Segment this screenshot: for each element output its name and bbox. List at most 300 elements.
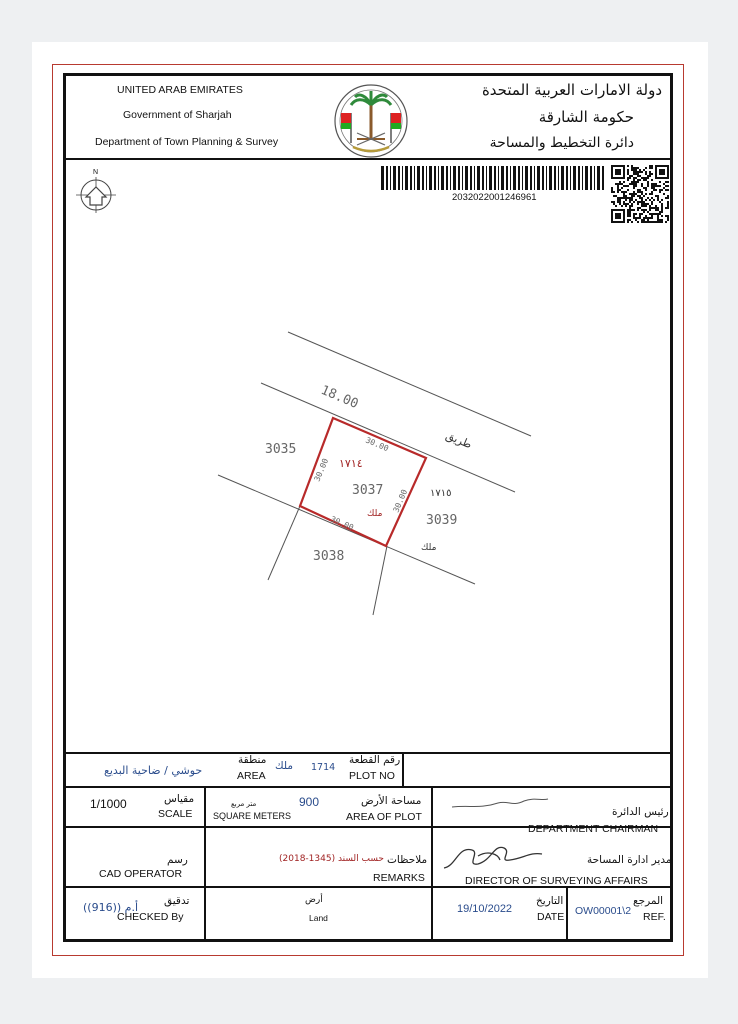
qr-module: [649, 171, 651, 173]
qr-module: [615, 195, 617, 197]
qr-module: [631, 169, 633, 171]
qr-module: [645, 171, 647, 173]
qr-module: [619, 197, 621, 199]
qr-module: [637, 179, 639, 181]
qr-module: [639, 189, 641, 191]
qr-module: [637, 195, 639, 197]
qr-module: [625, 197, 627, 199]
qr-module: [625, 203, 627, 205]
table-col-divider-1: [204, 786, 206, 940]
qr-module: [633, 187, 635, 189]
land-use-ar: أرض: [305, 895, 323, 905]
qr-module: [651, 191, 653, 193]
qr-module: [651, 183, 653, 185]
qr-module: [611, 209, 625, 211]
qr-module: [649, 209, 651, 211]
date-label-ar: التاريخ: [536, 895, 564, 907]
government-ar: حكومة الشارقة: [538, 108, 634, 126]
barcode-bar: [453, 166, 456, 190]
qr-module: [627, 189, 629, 191]
qr-module: [661, 189, 663, 191]
department-en: Department of Town Planning & Survey: [95, 136, 279, 148]
qr-module: [621, 205, 623, 207]
qr-module: [611, 177, 625, 179]
qr-module: [665, 185, 667, 187]
remarks-value: حسب السند (1345-2018): [279, 854, 384, 864]
barcode-bar: [410, 166, 412, 190]
qr-module: [657, 207, 659, 209]
qr-module: [647, 183, 649, 185]
qr-module: [631, 181, 633, 183]
chairman-signature-icon: [450, 795, 550, 813]
barcode-bar: [573, 166, 576, 190]
qr-module: [665, 197, 667, 199]
ownership-type-value: ملك: [275, 760, 293, 772]
qr-module: [647, 197, 649, 199]
neighbor-plot-3035: 3035: [265, 442, 297, 457]
neighbor-plot-3039: 3039: [426, 513, 458, 528]
subject-plot-owner: ملك: [367, 509, 383, 519]
qr-module: [625, 195, 627, 197]
qr-module: [647, 211, 649, 213]
qr-module: [631, 175, 633, 177]
qr-module: [655, 213, 657, 215]
qr-module: [633, 185, 635, 187]
scale-value: 1/1000: [90, 797, 127, 811]
qr-module: [653, 183, 655, 185]
qr-module: [667, 215, 669, 217]
qr-module: [627, 185, 629, 187]
qr-module: [641, 197, 643, 199]
qr-module: [647, 177, 649, 179]
qr-module: [651, 213, 653, 215]
qr-module: [649, 205, 651, 207]
qr-module: [635, 183, 637, 185]
qr-module: [647, 217, 649, 219]
barcode-bar: [590, 166, 592, 190]
qr-module: [611, 165, 625, 167]
barcode-bar: [402, 166, 403, 190]
qr-module: [645, 215, 647, 217]
qr-module: [655, 185, 657, 187]
qr-module: [629, 215, 631, 217]
qr-module: [643, 195, 645, 197]
qr-module: [623, 203, 625, 205]
qr-module: [643, 201, 645, 203]
barcode-bar: [450, 166, 451, 190]
qr-module: [641, 201, 643, 203]
barcode-bar: [513, 166, 516, 190]
government-en: Government of Sharjah: [123, 109, 232, 121]
qr-module: [655, 183, 657, 185]
qr-module: [643, 211, 645, 213]
barcode-bar: [558, 166, 559, 190]
qr-module: [631, 183, 633, 185]
qr-module: [639, 179, 641, 181]
qr-module: [651, 187, 653, 189]
qr-module: [643, 179, 645, 181]
qr-module: [633, 173, 635, 175]
qr-module: [657, 215, 659, 217]
barcode-bar: [594, 166, 595, 190]
qr-module: [643, 203, 645, 205]
qr-module: [639, 195, 641, 197]
barcode-bar: [477, 166, 480, 190]
qr-module: [663, 187, 665, 189]
qr-module: [611, 189, 613, 191]
qr-module: [657, 185, 659, 187]
qr-module: [633, 217, 635, 219]
qr-module: [613, 195, 615, 197]
square-meters-en: SQUARE METERS: [213, 811, 292, 821]
qr-module: [629, 199, 631, 201]
qr-module: [611, 201, 613, 203]
qr-module: [627, 197, 629, 199]
qr-module: [643, 187, 645, 189]
qr-module: [623, 181, 625, 183]
qr-module: [637, 167, 639, 169]
qr-module: [649, 213, 651, 215]
road-width-label: 18.00: [318, 382, 361, 412]
qr-module: [649, 165, 651, 167]
qr-module: [645, 209, 647, 211]
qr-module: [637, 203, 639, 205]
qr-module: [629, 197, 631, 199]
barcode-bar: [486, 166, 487, 190]
country-en: UNITED ARAB EMIRATES: [117, 84, 243, 96]
qr-module: [629, 201, 631, 203]
qr-module: [635, 169, 637, 171]
ref-label-en: REF.: [643, 911, 666, 923]
qr-module: [655, 189, 657, 191]
qr-module: [641, 183, 643, 185]
north-letter: N: [93, 169, 99, 176]
qr-module: [615, 169, 621, 175]
qr-module: [659, 191, 661, 193]
barcode-bar: [458, 166, 460, 190]
qr-module: [645, 177, 647, 179]
barcode-number: 2032022001246961: [452, 192, 537, 203]
qr-module: [639, 207, 641, 209]
qr-module: [641, 203, 643, 205]
barcode-bar: [474, 166, 475, 190]
qr-module: [617, 197, 619, 199]
qr-module: [667, 197, 669, 199]
qr-module: [633, 193, 635, 195]
qr-module: [643, 169, 645, 171]
barcode-bar: [498, 166, 499, 190]
qr-module: [641, 199, 643, 201]
parcel-line-left: [268, 506, 300, 580]
barcode-bar: [494, 166, 496, 190]
remarks-label-ar: ملاحظات: [387, 854, 428, 866]
qr-module: [643, 217, 645, 219]
barcode-bar: [522, 166, 523, 190]
qr-module: [661, 199, 663, 201]
qr-module: [643, 177, 645, 179]
qr-module: [639, 197, 641, 199]
qr-module: [645, 187, 647, 189]
qr-module: [655, 165, 657, 179]
area-label-en: AREA: [237, 770, 266, 782]
qr-module: [653, 185, 655, 187]
director-signature-icon: [438, 840, 548, 874]
table-col-divider-2: [431, 786, 433, 940]
date-label-en: DATE: [537, 911, 565, 923]
qr-module: [613, 191, 615, 193]
table-row1-line: [65, 786, 671, 788]
qr-module: [639, 213, 641, 215]
barcode-bar: [398, 166, 400, 190]
qr-module: [621, 191, 623, 193]
qr-module: [637, 181, 639, 183]
barcode-icon: [381, 166, 607, 192]
qr-code-icon: [611, 165, 669, 223]
qr-module: [619, 203, 621, 205]
qr-module: [661, 203, 663, 205]
qr-module: [617, 201, 619, 203]
qr-module: [633, 181, 635, 183]
barcode-bar: [489, 166, 492, 190]
header-divider: [65, 158, 671, 160]
plot-no-label-en: PLOT NO: [349, 770, 395, 782]
qr-module: [635, 177, 637, 179]
barcode-bar: [546, 166, 547, 190]
qr-module: [667, 181, 669, 183]
qr-module: [639, 215, 641, 217]
qr-module: [639, 191, 641, 193]
qr-module: [667, 189, 669, 191]
qr-module: [655, 195, 657, 197]
barcode-bar: [429, 166, 432, 190]
qr-module: [651, 217, 653, 219]
qr-module: [615, 213, 621, 219]
qr-module: [627, 165, 629, 167]
qr-module: [647, 185, 649, 187]
qr-module: [663, 183, 665, 185]
barcode-bar: [393, 166, 396, 190]
scale-label-en: SCALE: [158, 808, 193, 820]
qr-module: [655, 165, 669, 167]
area-of-plot-label-ar: مساحة الأرض: [361, 795, 422, 807]
qr-module: [645, 189, 647, 191]
qr-module: [639, 175, 641, 177]
qr-module: [657, 209, 659, 211]
qr-module: [667, 205, 669, 207]
barcode-bar: [381, 166, 384, 190]
qr-module: [635, 213, 637, 215]
qr-module: [637, 217, 639, 219]
qr-module: [653, 207, 655, 209]
parcel-line-right: [373, 546, 387, 615]
qr-module: [641, 193, 643, 195]
qr-module: [645, 193, 647, 195]
barcode-bar: [537, 166, 540, 190]
plot-no-label-ar: رقم القطعة: [349, 754, 401, 766]
dimension-left: 30.00: [312, 457, 331, 483]
qr-module: [651, 193, 653, 195]
qr-module: [633, 213, 635, 215]
qr-module: [637, 173, 639, 175]
qr-module: [631, 165, 633, 167]
qr-module: [667, 207, 669, 209]
qr-module: [633, 171, 635, 173]
barcode-bar: [441, 166, 444, 190]
qr-module: [657, 195, 659, 197]
qr-module: [623, 193, 625, 195]
site-plan-drawing: [65, 220, 671, 750]
qr-module: [659, 213, 661, 215]
qr-module: [659, 169, 665, 175]
qr-module: [637, 171, 639, 173]
qr-module: [617, 199, 619, 201]
qr-module: [627, 173, 629, 175]
qr-module: [645, 205, 647, 207]
qr-module: [627, 177, 629, 179]
qr-module: [631, 203, 633, 205]
barcode-bar: [462, 166, 463, 190]
qr-module: [667, 217, 669, 219]
barcode-bar: [530, 166, 532, 190]
qr-module: [637, 209, 639, 211]
qr-module: [625, 205, 627, 207]
remarks-label-en: REMARKS: [373, 872, 425, 884]
chairman-label-en: DEPARTMENT CHAIRMAN: [528, 823, 659, 835]
barcode-bar: [585, 166, 588, 190]
qr-module: [629, 205, 631, 207]
qr-module: [635, 199, 637, 201]
cad-operator-label-ar: رسم: [167, 854, 188, 866]
qr-module: [655, 207, 657, 209]
qr-module: [649, 217, 651, 219]
area-label-ar: منطقة: [238, 754, 267, 766]
barcode-bar: [518, 166, 520, 190]
qr-module: [633, 215, 635, 217]
qr-module: [623, 185, 625, 187]
area-of-plot-value: 900: [299, 795, 320, 809]
qr-module: [629, 177, 631, 179]
qr-module: [661, 215, 663, 217]
qr-module: [651, 207, 653, 209]
department-ar: دائرة التخطيط والمساحة: [489, 135, 634, 151]
barcode-bar: [597, 166, 600, 190]
qr-module: [621, 197, 623, 199]
north-arrow-icon: [72, 165, 120, 217]
qr-module: [663, 193, 665, 195]
qr-module: [649, 175, 651, 177]
qr-module: [641, 205, 643, 207]
qr-module: [651, 203, 653, 205]
subject-plot-number-ar: ١٧١٤: [339, 457, 363, 470]
qr-module: [651, 197, 653, 199]
qr-module: [661, 207, 663, 209]
subject-plot-id: 3037: [352, 483, 384, 498]
qr-module: [665, 215, 667, 217]
qr-module: [615, 205, 617, 207]
qr-module: [627, 169, 629, 171]
qr-module: [649, 173, 651, 175]
qr-module: [617, 185, 619, 187]
barcode-bar: [446, 166, 448, 190]
qr-module: [629, 213, 631, 215]
qr-module: [637, 191, 639, 193]
qr-module: [631, 197, 633, 199]
qr-module: [623, 165, 625, 179]
date-value: 19/10/2022: [457, 903, 513, 915]
qr-module: [655, 209, 657, 211]
qr-module: [637, 175, 639, 177]
barcode-bar: [506, 166, 508, 190]
qr-module: [619, 201, 621, 203]
qr-module: [613, 201, 615, 203]
qr-module: [625, 199, 627, 201]
area-value: حوشي / ضاحية البديع: [104, 764, 203, 777]
land-use-en: Land: [309, 913, 328, 923]
qr-module: [667, 195, 669, 197]
dimension-top: 30.00: [364, 435, 390, 454]
ref-label-ar: المرجع: [633, 895, 664, 907]
square-meters-ar: متر مربع: [231, 800, 257, 808]
barcode-bar: [390, 166, 391, 190]
barcode-bar: [482, 166, 484, 190]
qr-module: [617, 191, 619, 193]
neighbor-plot-3038: 3038: [313, 549, 345, 564]
barcode-bar: [386, 166, 388, 190]
qr-module: [631, 205, 633, 207]
qr-module: [651, 201, 653, 203]
qr-module: [635, 185, 637, 187]
qr-module: [637, 207, 639, 209]
qr-module: [657, 217, 659, 219]
qr-module: [629, 207, 631, 209]
qr-module: [633, 195, 635, 197]
qr-module: [651, 173, 653, 175]
qr-module: [659, 185, 661, 187]
barcode-bar: [417, 166, 420, 190]
country-ar: دولة الامارات العربية المتحدة: [481, 81, 662, 99]
ref-value: OW00001\2: [575, 905, 632, 917]
plot-number-value: 1714: [311, 762, 336, 773]
area-of-plot-label-en: AREA OF PLOT: [346, 811, 422, 823]
neighbor-plot-1715-ar: ١٧١٥: [430, 488, 452, 499]
qr-module: [649, 207, 651, 209]
qr-module: [633, 179, 635, 181]
qr-module: [649, 167, 651, 169]
row1-divider-a: [402, 752, 404, 786]
qr-module: [653, 199, 655, 201]
qr-module: [619, 183, 621, 185]
qr-module: [629, 193, 631, 195]
scale-label-ar: مقياس: [164, 793, 195, 805]
qr-module: [651, 185, 653, 187]
qr-module: [647, 203, 649, 205]
barcode-bar: [525, 166, 528, 190]
qr-module: [633, 191, 635, 193]
qr-module: [641, 171, 643, 173]
barcode-bar: [422, 166, 424, 190]
qr-module: [653, 187, 655, 189]
qr-module: [655, 177, 669, 179]
qr-module: [627, 209, 629, 211]
qr-module: [631, 193, 633, 195]
qr-module: [657, 199, 659, 201]
barcode-bar: [578, 166, 580, 190]
qr-module: [661, 209, 663, 211]
qr-module: [633, 169, 635, 171]
qr-module: [619, 199, 621, 201]
qr-module: [611, 187, 613, 189]
qr-module: [619, 189, 621, 191]
